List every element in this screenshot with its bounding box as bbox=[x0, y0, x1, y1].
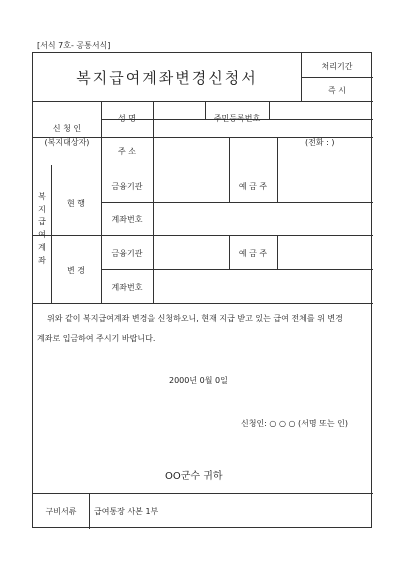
change-bank-label: 금융기관 bbox=[111, 249, 143, 258]
account-section-char: 여 bbox=[38, 230, 46, 240]
change-account-number-field[interactable] bbox=[154, 270, 373, 303]
change-account-number-label: 계좌번호 bbox=[111, 283, 143, 292]
applicant-signature: 신청인: ○ ○ ○ (서명 또는 인) bbox=[241, 419, 348, 428]
applicant-sublabel: (복지대상자) bbox=[44, 138, 90, 147]
address-field[interactable] bbox=[154, 120, 304, 137]
divider-attachments-col bbox=[89, 493, 90, 529]
account-section-char: 급 bbox=[38, 217, 46, 227]
change-depositor-field[interactable] bbox=[278, 236, 373, 269]
application-date: 2000년 0월 0일 bbox=[169, 376, 228, 385]
address-label: 주 소 bbox=[118, 147, 136, 156]
account-section-char: 지 bbox=[38, 204, 46, 214]
change-bank-field[interactable] bbox=[154, 236, 229, 269]
processing-value: 즉 시 bbox=[328, 86, 346, 95]
change-label: 변 경 bbox=[67, 266, 85, 275]
attachments-value: 급여통장 사본 1부 bbox=[94, 507, 159, 516]
current-account-number-label: 계좌번호 bbox=[111, 215, 143, 224]
account-section-char: 복 bbox=[38, 192, 46, 201]
request-text-line2: 계좌로 입금하여 주시기 바랍니다. bbox=[37, 334, 156, 343]
current-label: 현 행 bbox=[67, 199, 85, 208]
account-section-char: 좌 bbox=[38, 255, 46, 265]
change-depositor-label: 예 금 주 bbox=[238, 249, 268, 258]
current-depositor-label: 예 금 주 bbox=[238, 182, 268, 191]
application-form bbox=[32, 52, 372, 528]
id-number-field[interactable] bbox=[270, 102, 373, 119]
divider-account-end bbox=[33, 303, 373, 304]
applicant-label: 신 청 인 bbox=[52, 124, 82, 133]
processing-label: 처리기간 bbox=[321, 62, 353, 71]
request-text-line1: 위와 같이 복지급여계좌 변경을 신청하오니, 현재 지급 받고 있는 급여 전체를 위 변경 bbox=[47, 314, 343, 323]
divider-current-rows bbox=[101, 202, 373, 203]
divider-section-col bbox=[51, 165, 52, 303]
attachments-label: 구비서류 bbox=[45, 507, 77, 516]
recipient: OO군수 귀하 bbox=[165, 471, 223, 482]
name-field[interactable] bbox=[154, 102, 205, 119]
name-label: 성 명 bbox=[118, 114, 136, 123]
id-number-label: 주민등록번호 bbox=[213, 114, 261, 123]
phone-label: (전화 : ) bbox=[305, 138, 335, 147]
current-bank-field[interactable] bbox=[154, 138, 229, 170]
form-title: 복지급여계좌변경신청서 bbox=[76, 69, 258, 87]
form-code: [서식 7호- 공통서식] bbox=[37, 41, 111, 50]
current-bank-label: 금융기관 bbox=[111, 182, 143, 191]
account-section-label bbox=[37, 191, 47, 267]
current-depositor-field[interactable] bbox=[278, 138, 373, 170]
request-text bbox=[37, 309, 369, 349]
account-section-char: 계 bbox=[38, 242, 46, 252]
divider-processing bbox=[301, 77, 373, 78]
divider-label-col bbox=[101, 101, 102, 303]
divider-attachments bbox=[33, 493, 373, 494]
